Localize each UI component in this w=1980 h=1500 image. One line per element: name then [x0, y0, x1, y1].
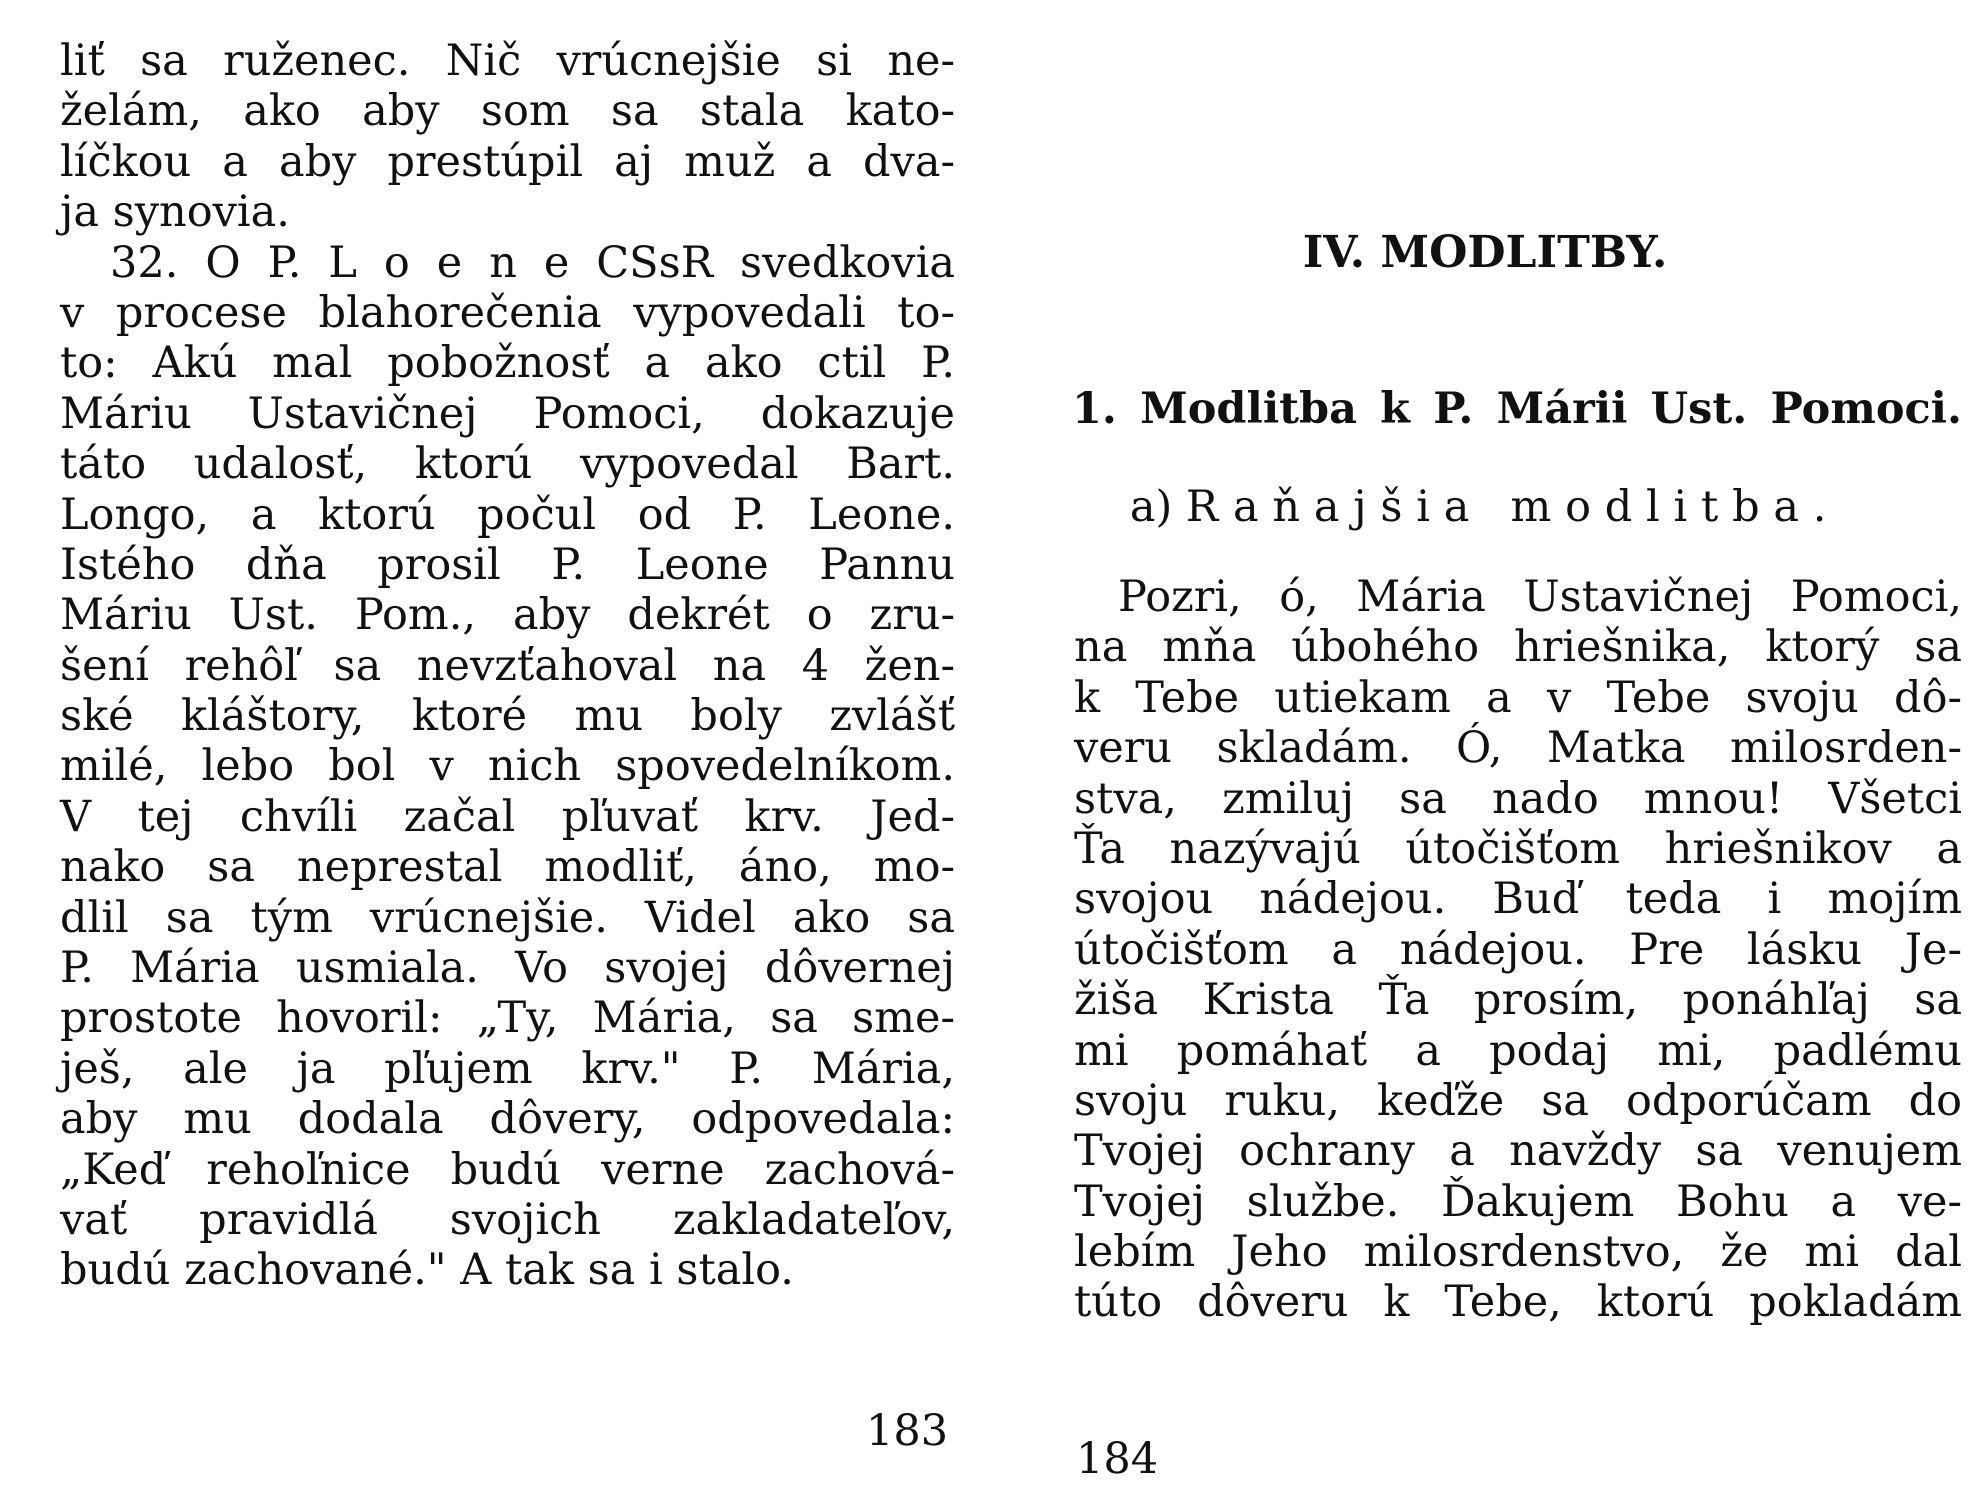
page-number: 184 [1076, 1434, 1159, 1484]
text-line: vať pravidlá svojich zakladateľov, [60, 1194, 955, 1245]
text-line: P. Mária usmiala. Vo svojej dôvernej [60, 943, 955, 994]
text-line: stva, zmiluj sa nado mnou! Všetci [1074, 773, 1962, 824]
right-page-text [1074, 572, 1962, 1328]
text-line: šení rehôľ sa nevzťahoval na 4 žen- [60, 640, 955, 691]
text-line: to: Akú mal pobožnosť a ako ctil P. [60, 338, 955, 389]
text-line: Longo, a ktorú počul od P. Leone. [60, 489, 955, 540]
text-line: želám, ako aby som sa stala kato- [60, 86, 955, 137]
text-line: „Keď rehoľnice budú verne zachová- [60, 1144, 955, 1195]
text-line: ješ, ale ja pľujem krv." P. Mária, [60, 1043, 955, 1094]
subheading-prefix: a) [1129, 482, 1173, 532]
subheading-title: Raňajšia modlitba. [1185, 482, 1841, 532]
prayer-heading: 1. Modlitba k P. Márii Ust. Pomoci. [1072, 384, 1962, 434]
text-line: lebím Jeho milosrdenstvo, že mi dal [1074, 1227, 1962, 1278]
text-line: ja synovia. [60, 187, 290, 238]
text-line: V tej chvíli začal pľuvať krv. Jed- [60, 791, 955, 842]
text-line: k Tebe utiekam a v Tebe svoju dô- [1074, 672, 1962, 723]
text-line: budú zachované." A tak sa i stalo. [60, 1245, 794, 1296]
text-line: žiša Krista Ťa prosím, ponáhľaj sa [1074, 975, 1962, 1026]
chapter-heading: IV. MODLITBY. [1302, 227, 1668, 278]
text-line: ské kláštory, ktoré mu boly zvlášť [60, 691, 955, 742]
text-line: veru skladám. Ó, Matka milosrden- [1074, 723, 1962, 774]
text-line: Istého dňa prosil P. Leone Pannu [60, 539, 955, 590]
text-line: líčkou a aby prestúpil aj muž a dva- [60, 136, 955, 187]
text-line: 32. O P. L o e n e CSsR svedkovia [110, 237, 955, 288]
text-line: mi pomáhať a podaj mi, padlému [1074, 1025, 1962, 1076]
text-line: aby mu dodala dôvery, odpovedala: [60, 1094, 955, 1145]
page-number: 183 [866, 1406, 949, 1456]
left-page-text [60, 36, 955, 1296]
text-line: Pozri, ó, Mária Ustavičnej Pomoci, [1118, 572, 1962, 622]
text-line: táto udalosť, ktorú vypovedal Bart. [60, 439, 955, 490]
text-line: dlil sa tým vrúcnejšie. Videl ako sa [60, 892, 955, 943]
text-line: Máriu Ust. Pom., aby dekrét o zru- [60, 590, 955, 641]
text-line: Máriu Ustavičnej Pomoci, dokazuje [60, 388, 955, 439]
text-line: útočišťom a nádejou. Pre lásku Je- [1074, 924, 1962, 975]
text-line: milé, lebo bol v nich spovedelníkom. [60, 741, 955, 792]
prayer-subheading [990, 482, 1980, 532]
text-line: na mňa úbohého hriešnika, ktorý sa [1074, 622, 1962, 673]
text-line: nako sa neprestal modliť, áno, mo- [60, 842, 955, 893]
right-page [990, 0, 1980, 1500]
text-line: svoju ruku, keďže sa odporúčam do [1074, 1075, 1962, 1126]
text-line: túto dôveru k Tebe, ktorú pokladám [1074, 1277, 1962, 1328]
text-line: svojou nádejou. Buď teda i mojím [1074, 874, 1962, 925]
text-line: prostote hovoril: „Ty, Mária, sa sme- [60, 993, 955, 1044]
text-line: Tvojej ochrany a navždy sa venujem [1074, 1126, 1962, 1177]
text-line: liť sa ruženec. Nič vrúcnejšie si ne- [60, 36, 955, 86]
text-line: Ťa nazývajú útočišťom hriešnikov a [1074, 823, 1962, 874]
text-line: Tvojej službe. Ďakujem Bohu a ve- [1074, 1176, 1962, 1227]
text-line: v procese blahorečenia vypovedali to- [60, 287, 955, 338]
